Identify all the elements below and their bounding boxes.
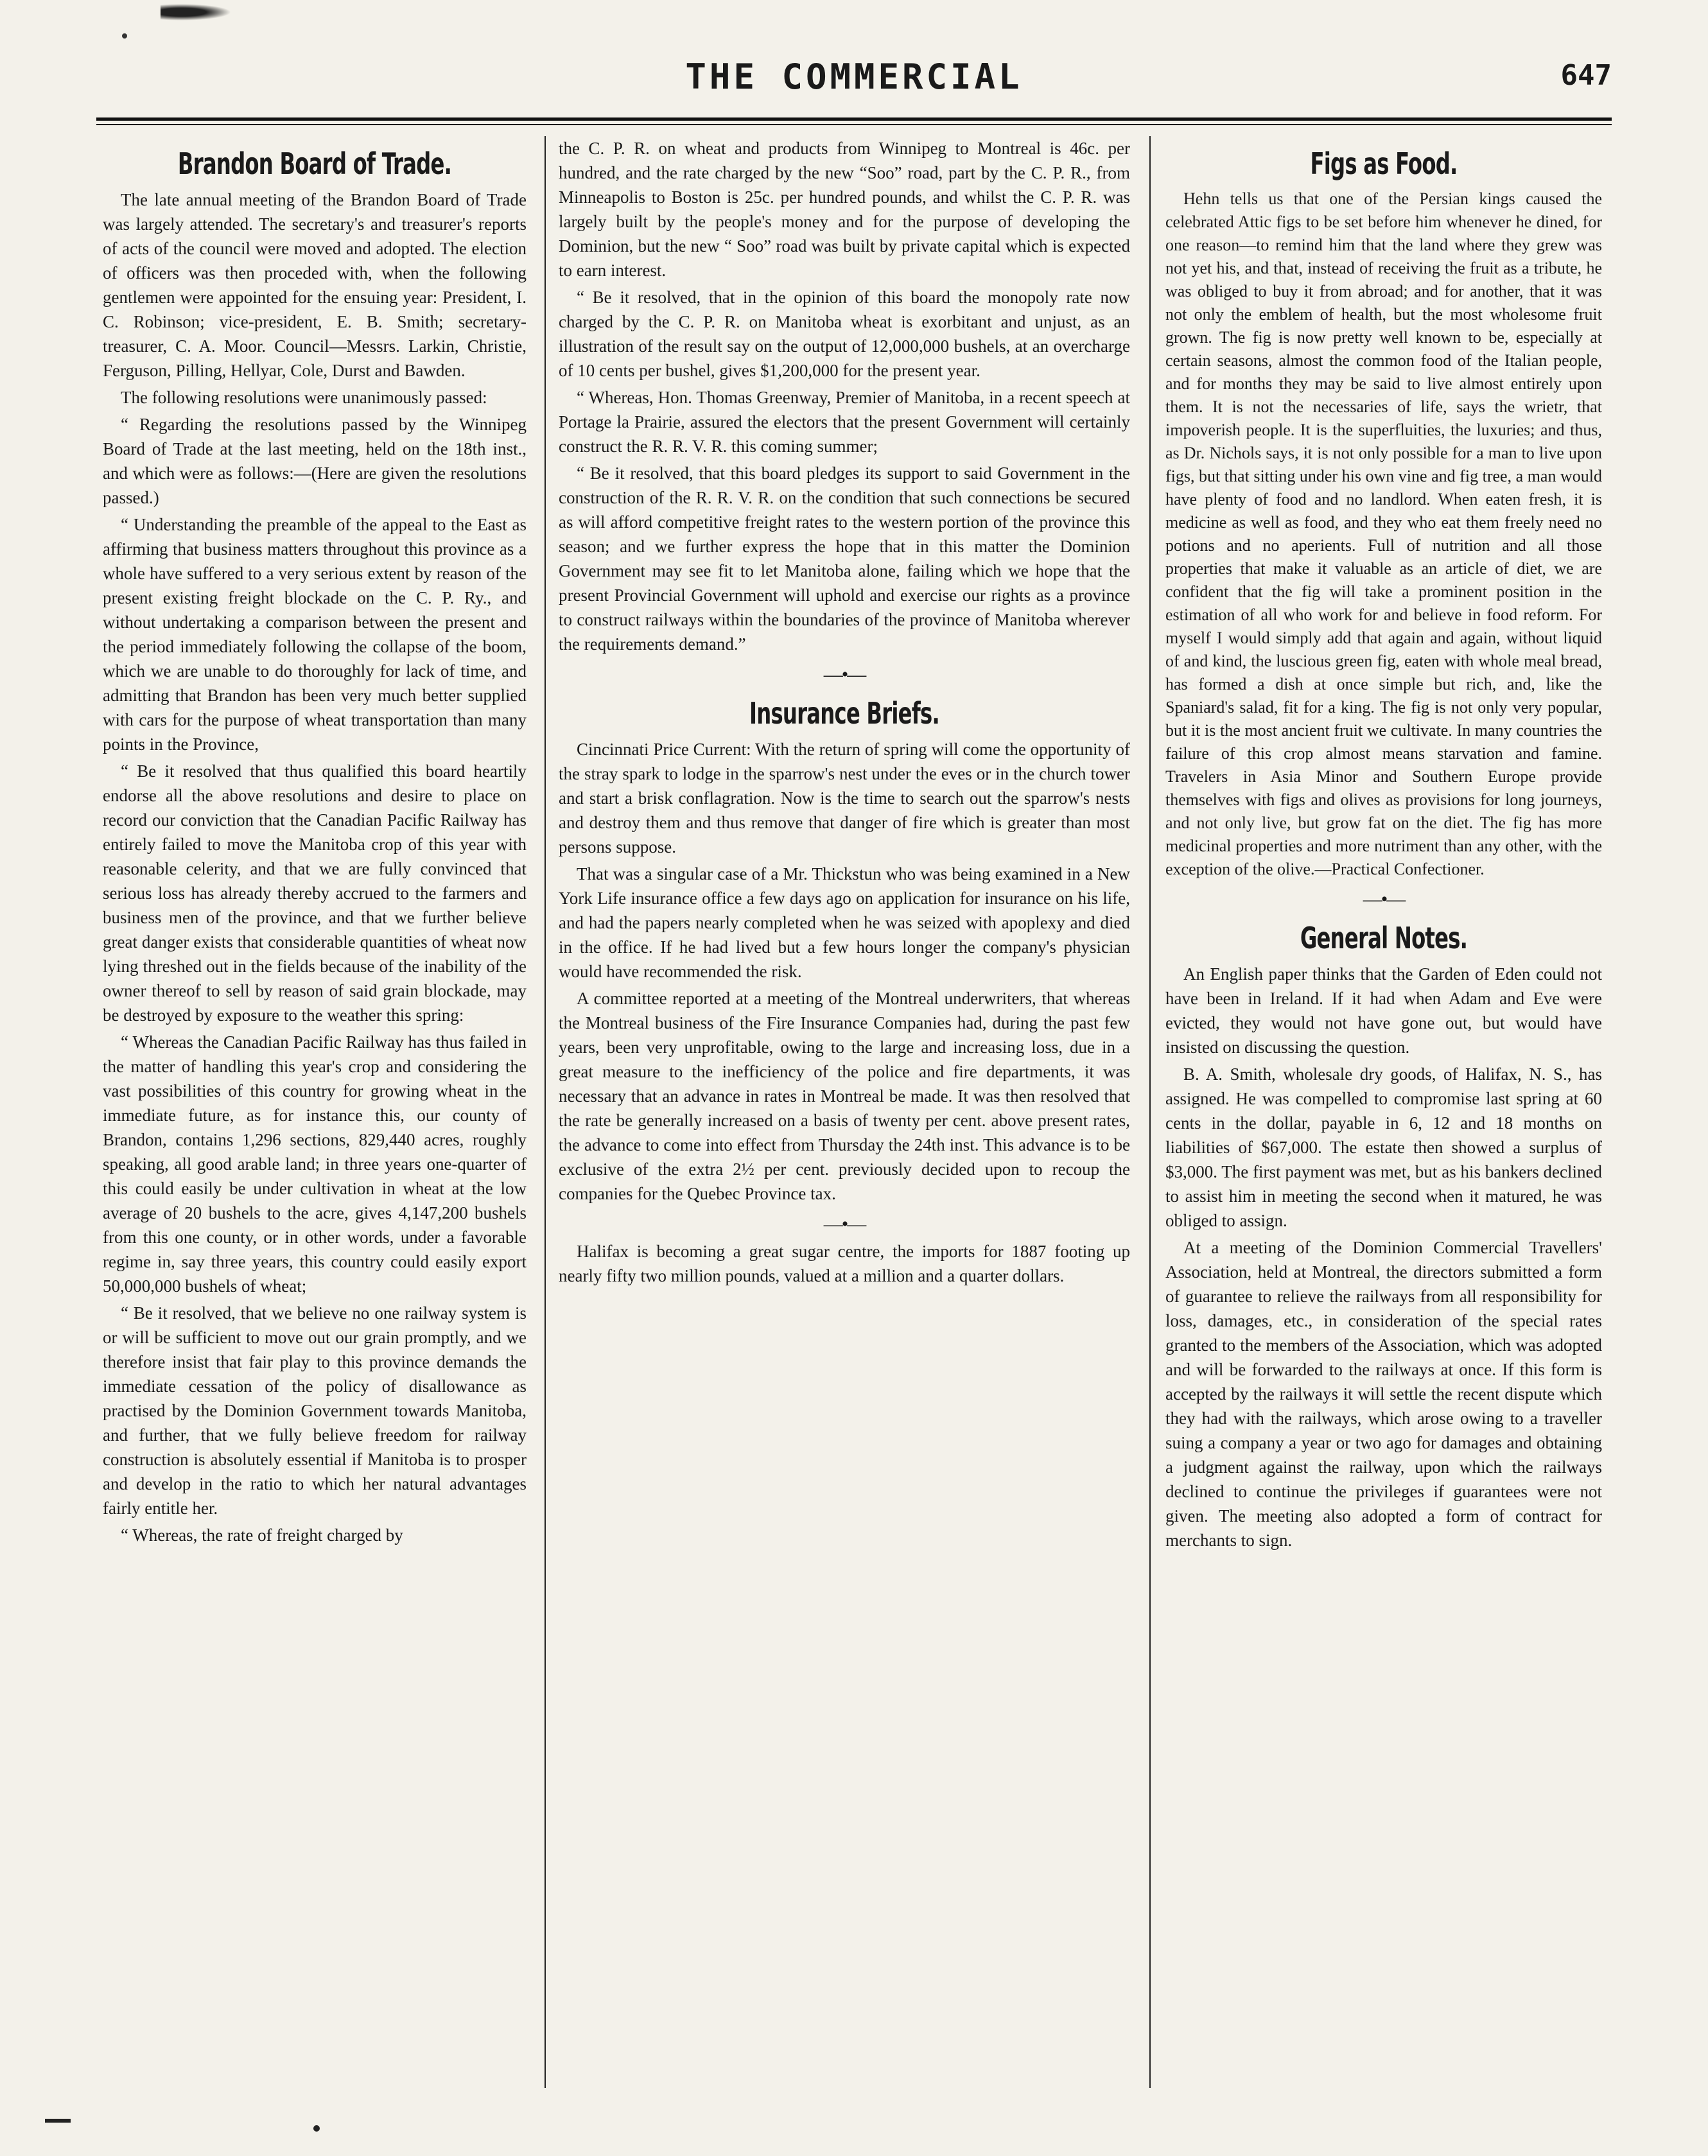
paragraph: “ Whereas the Canadian Pacific Railway has thus failed in the matter of handling this year's crop and considering the vast possibilities of this country for growing wheat in the immediate future, as for instance this, our county of Brandon, contains 1,296 sections, 829,440 acres, roughly speaking, all good arable land; in three years one-quarter of this could easily be under cultivation in wheat at the low average of 20 bushels to the acre, gives 4,147,200 bushels from this one county, or in other words, under a favorable regime in, say three years, this country could easily export 50,000,000 bushels of wheat; <box>103 1032 527 1296</box>
column-1 <box>103 136 527 2088</box>
ink-smudge <box>161 4 231 21</box>
paragraph: That was a singular case of a Mr. Thickstun who was being examined in a New York Life insurance office a few days ago on application for insurance on his life, and had the papers nearly completed when he was seized with apoplexy and died in the office. If he had lived but a few hours longer the company's physician would have recommended the risk. <box>559 864 1130 981</box>
paragraph: B. A. Smith, wholesale dry goods, of Halifax, N. S., has assigned. He was compelled to compromise last spring at 60 cents in the dollar, payable in 6, 12 and 18 months on liabilities of $67,000. The estate then showed a surplus of $3,000. The first payment was met, but as his bankers declined to assist him in meeting the second when it matured, he was obliged to assign. <box>1165 1065 1602 1230</box>
paragraph: “ Be it resolved, that in the opinion of this board the monopoly rate now charged by the C. P. R. on Manitoba wheat is exorbitant and unjust, as an illustration of the result say on the output of 12,000,000 bushels, at an overcharge of 10 cents per bushel, gives $1,200,000 for the present year. <box>559 288 1130 380</box>
section-separator: —•— <box>823 1213 866 1235</box>
section-separator: —•— <box>823 664 866 685</box>
page-columns <box>103 136 1612 2088</box>
paragraph: The following resolutions were unanimously passed: <box>121 388 487 407</box>
paragraph: A committee reported at a meeting of the Montreal underwriters, that whereas the Montreal business of the Fire Insurance Companies had, during the past few years, been very unprofitable, owing to the large and increasing loss, due in a great measure to the inefficiency of the police and fire departments, it was necessary that an advance in rates in Montreal be made. It was then resolved that the rate be generally increased on a basis of twenty per cent. above present rates, the advance to come into effect from Thursday the 24th inst. This advance is to be exclusive of the extra 2½ per cent. previously decided upon to recoup the companies for the Quebec Province tax. <box>559 989 1130 1203</box>
paragraph: The late annual meeting of the Brandon Board of Trade was largely attended. The secretary's and treasurer's reports of acts of the council were moved and adopted. The election of officers was then proceded with, when the following gentlemen were appointed for the ensuing year: President, I. C. Robinson; vice-president, E. B. Smith; secretary-treasurer, C. A. Moor. Council—Messrs. Larkin, Christie, Ferguson, Pilling, Hellyar, Cole, Durst and Bawden. <box>103 190 527 380</box>
header-rule <box>96 117 1612 121</box>
paragraph: Cincinnati Price Current: With the return of spring will come the opportunity of the stray spark to lodge in the sparrow's nest under the eves or in the church tower and start a brisk conflagration. Now is the time to search out the sparrow's nests and destroy them and thus remove that danger of fire which is greater than most persons suppose. <box>559 740 1130 856</box>
publication-title: THE COMMERCIAL <box>685 57 1023 97</box>
paragraph: Hehn tells us that one of the Persian kings caused the celebrated Attic figs to be set before him whenever he dined, for one reason—to remind him that the land where they grew was not yet his, and that, instead of receiving the fruit as a tribute, he was obliged to buy it from abroad; and for another, that it was not only the emblem of health, but the most wholesome fruit grown. The fig is now pretty well known to be, especially at certain seasons, almost the common food of the Italian people, and for months they may be said to live almost entirely upon them. It is not the necessaries of life, says the wrietr, that impoverish people. It is the superfluities, the luxuries; and thus, as Dr. Nichols says, it is not only possible for a man to live upon figs, but that sitting under his own vine and fig tree, a man would have plenty of food and no landlord. When eaten fresh, it is medicine as well as food, and they who eat them freely need no potions and no aperients. Full of nutrition and all those properties that make it valuable as an article of diet, we are confident that the fig will take a prominent position in the estimation of all who work for and believe in food reform. For myself I would simply add that again and again, without liquid of and kind, the luscious green fig, eaten with whole meal bread, has formed a dish at once simple but rich, and, like the Spaniard's salad, fit for a king. The fig is not only very popular, but it is the most ancient fruit we cultivate. In many countries the failure of this crop almost means starvation and famine. Travelers in Asia Minor and Southern Europe provide themselves with figs and olives as provisions for long journeys, and not only live, but grow fat on the diet. The fig has more medicinal properties and more nutriment than any other, with the exception of the olive.—Practical Confectioner. <box>1165 189 1602 878</box>
section-separator: —•— <box>1363 889 1405 910</box>
paragraph: An English paper thinks that the Garden of Eden could not have been in Ireland. If it had when Adam and Eve were evicted, they would not have gone out, but would have insisted on discussing the question. <box>1165 964 1602 1057</box>
paragraph: At a meeting of the Dominion Commercial Travellers' Association, held at Montreal, the directors submitted a form of guarantee to relieve the railways from all responsibility for loss, damages, etc., in consideration of the special rates granted to the members of the Association, which was adopted and will be forwarded to the railways at once. If this form is accepted by the railways it will settle the recent dispute which they had with the railways, which arose owing to a traveller suing a company a year or two ago for damages and obtaining a judgment against the railway, upon which the railways declined to continue the privileges if guarantees were not given. The meeting also adopted a form of contract for merchants to sign. <box>1165 1238 1602 1550</box>
column-divider <box>545 136 546 2088</box>
paragraph: “ Whereas, the rate of freight charged by <box>121 1526 403 1545</box>
paragraph: “ Be it resolved, that we believe no one railway system is or will be sufficient to move out our grain promptly, and we therefore insist that fair play to this province demands the immediate cessation of the policy of disallowance as practised by the Dominion Government towards Manitoba, and further, that we fully believe freedom for railway construction is absolutely essential if Manitoba is to prosper and develop in the ratio to which her natural advantages fairly entitle her. <box>103 1303 527 1518</box>
paragraph: Halifax is becoming a great sugar centre, the imports for 1887 footing up nearly fifty two million pounds, valued at a million and a quarter dollars. <box>559 1242 1130 1285</box>
paragraph: “ Understanding the preamble of the appeal to the East as affirming that business matters throughout this province as a whole have suffered to a very serious extent by reason of the present existing freight blockade on the C. P. Ry., and without undertaking a comparison between the present and the period immediately following the collapse of the boom, which we are unable to do thoroughly for lack of time, and admitting that Brandon has been very much better supplied with cars for the purpose of wheat transportation than many points in the Province, <box>103 515 527 754</box>
ink-mark <box>45 2119 71 2123</box>
column-3 <box>1165 136 1602 2088</box>
column-divider <box>1149 136 1151 2088</box>
paragraph: “ Be it resolved, that this board pledges its support to said Government in the construction of the R. R. V. R. on the condition that such connections be secured as will afford competitive freight rates to the western portion of the province this season; and we further express the hope that in this matter the Dominion Government may see fit to let Manitoba alone, failing which we hope that the present Provincial Government will uphold and exercise our rights as a province to construct railways within the boundaries of the province of Manitoba wherever the requirements demand.” <box>559 464 1130 654</box>
article-title-figs: Figs as Food. <box>1310 146 1458 181</box>
paragraph: “ Regarding the resolutions passed by the Winnipeg Board of Trade at the last meeting, held on the 18th inst., and which were as follows:—(Here are given the resolutions passed.) <box>103 415 527 507</box>
article-title-brandon: Brandon Board of Trade. <box>177 146 452 181</box>
header-rule-thin <box>96 124 1612 125</box>
ink-dot <box>122 33 127 39</box>
paragraph: the C. P. R. on wheat and products from Winnipeg to Montreal is 46c. per hundred, and the rate charged by the new “Soo” road, part by the C. P. R., from Minneapolis to Boston is 25c. per hundred pounds, and whilst the C. P. R. was largely built by the people's money and for the purpose of developing the Dominion, but the new “ Soo” road was built by private capital which is expected to earn interest. <box>559 139 1130 280</box>
article-title-insurance: Insurance Briefs. <box>749 696 939 731</box>
ink-dot <box>313 2125 320 2132</box>
page-number: 647 <box>1560 59 1612 92</box>
masthead <box>96 57 1612 114</box>
paragraph: “ Whereas, Hon. Thomas Greenway, Premier of Manitoba, in a recent speech at Portage la Prairie, assured the electors that the present Government will certainly construct the R. R. V. R. this coming summer; <box>559 388 1130 456</box>
paragraph: “ Be it resolved that thus qualified this board heartily endorse all the above resolutions and desire to place on record our conviction that the Canadian Pacific Railway has entirely failed to move the Manitoba crop of this year with reasonable celerity, and that we are fully convinced that serious loss has already thereby accrued to the farmers and business men of the province, and that we further believe great danger exists that considerable quantities of wheat now lying threshed out in the fields because of the inability of the owner thereof to sell by reason of said grain blockade, may be destroyed by exposure to the weather this spring: <box>103 761 527 1025</box>
column-2 <box>559 136 1130 2088</box>
article-title-general: General Notes. <box>1300 921 1468 955</box>
